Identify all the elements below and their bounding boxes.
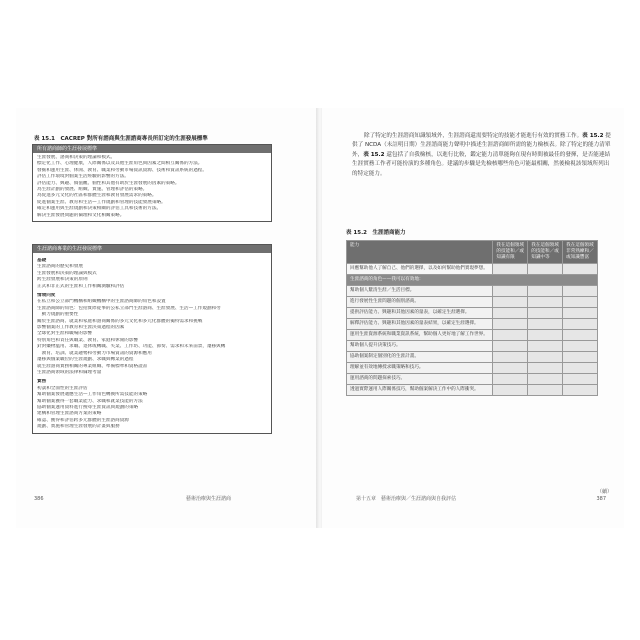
standard-line: 規劃、實施和管理生涯發展的計畫與服務 (37, 424, 120, 430)
standard-line: 為生涯計劃的發展、組織、實施、管理和評估的策略。 (37, 187, 148, 193)
rating-cell[interactable] (528, 330, 563, 341)
section-header: 生涯諮商專業的生涯發展標準 (33, 245, 271, 253)
table-row (347, 385, 598, 396)
body-paragraph (352, 132, 614, 179)
section-label: 生涯諮商的角色——我可以有效地： (347, 275, 598, 286)
standard-line: 幫助個案發展適應生活—工作角色轉換所需技能的策略 (37, 392, 148, 398)
standard-line: 關於生涯諮商、就業和家庭和諮商關係的多元文化和多元化群體的獨特需求和挑戰 (37, 318, 203, 324)
rating-cell[interactable] (493, 352, 528, 363)
standard-line: 生涯諮商領域的法律和倫理考量 (37, 369, 102, 375)
rating-cell[interactable] (563, 385, 598, 396)
standard-line: 生涯發展、諮商和決策的理論和模式。 (37, 155, 116, 160)
rating-cell[interactable] (563, 286, 598, 297)
rating-cell[interactable] (563, 319, 598, 330)
competency-label: 進行發展性生涯問題的個別諮商。 (347, 297, 493, 308)
table-ref: 表 15.2 (363, 151, 385, 158)
running-head-left: 藝術治療與生涯諮商 (186, 496, 232, 502)
standard-line: 針對藥物濫用、求職、退休或轉職、失業、工作坊、功能、節奏、需求和未來前景，遷移與轉 (37, 344, 226, 350)
rating-cell[interactable] (528, 374, 563, 385)
standard-line: 協助個案運用資料進行搜尋生涯資訊與規劃的策略 (37, 404, 139, 410)
col-header-competency: 能力 (347, 241, 493, 264)
competency-label: 運用諮商的問題探索技巧。 (347, 374, 493, 385)
right-page (322, 108, 624, 528)
standard-line: 在私立和公立部門機構和組織機構中的生涯諮商師的角色和設置 (37, 299, 166, 305)
standard-line: 標定化工作、心理健康，人際關係以及其他生涯角色與因素之間相互關係的方法。 (37, 161, 203, 167)
rating-cell[interactable] (528, 385, 563, 396)
continued-mark: （續） (596, 489, 612, 495)
standard-line: 解決生涯發展問題的倫理和文化相關策略。 (37, 212, 125, 218)
rating-cell[interactable] (528, 363, 563, 374)
rating-cell[interactable] (528, 286, 563, 297)
rating-cell[interactable] (528, 352, 563, 363)
standard-line: 生涯發展和決策的理論與模式 (37, 270, 97, 276)
standard-line: 幫助個案獲得一套職業能力、求職和就業技能的方法 (37, 398, 143, 404)
standard-line: 影響個案的工作教育和生涯決策過程的因素 (37, 325, 125, 331)
table-row (347, 319, 598, 330)
competency-label: 運用生涯資源系統和職業資訊系統，幫助個人更好地了解工作世界。 (347, 330, 493, 341)
competency-label: 幫助個人提升決策技巧。 (347, 341, 493, 352)
rating-cell[interactable] (563, 374, 598, 385)
rating-cell[interactable] (528, 297, 563, 308)
rating-cell[interactable] (528, 341, 563, 352)
rating-cell[interactable] (493, 363, 528, 374)
standard-line: 動力規劃的重要性 (37, 312, 79, 318)
book-spread (16, 108, 624, 528)
table-header-row (347, 241, 598, 264)
left-page (16, 108, 318, 528)
table-row (347, 308, 598, 319)
table-row (347, 352, 598, 363)
rating-cell[interactable] (493, 319, 528, 330)
table-row (347, 286, 598, 297)
table-row (347, 264, 598, 275)
running-head-right: 第十五章 藝術治療與／生涯諮商與自我評估 (356, 496, 457, 502)
cacrep-all-counselors-box (32, 144, 272, 222)
standard-line: 全球化對生涯和職場的影響 (37, 331, 93, 337)
table-row (347, 297, 598, 308)
section-body (33, 253, 271, 433)
rating-cell[interactable] (493, 286, 528, 297)
competency-label: 透過實際運用人際關係技巧，幫助個案解決工作中的人際衝突。 (347, 385, 493, 396)
standard-line: 建構和管理生涯諮商方案的策略 (37, 411, 102, 417)
col-header-moderate: 我在這個領域的技能和／或知識中等 (528, 241, 563, 264)
standard-line: 跨生涯發展和決策的原則 (37, 277, 88, 283)
standard-line: 為促進多元文化的社區和群體生涯和教育發展需求的策略。 (37, 193, 157, 199)
rating-cell[interactable] (493, 308, 528, 319)
table-ref: 表 15.2 (582, 133, 604, 139)
para-text: 還包括了自我檢核，以進行比較，鑑定能力清單能夠在現有時間被最佳的發揮，是否能連結生涯實務工作者可能扮演的多種角色。建議的步驟是先檢核哪些角色可能最相關，然後檢視該領域所列出的特定能力。 (352, 151, 611, 177)
rating-cell[interactable] (493, 341, 528, 352)
table-15-1-caption: 表 15.1 CACREP 對所有諮商與生涯諮商專長所訂定的生涯發展標準 (34, 136, 208, 142)
competency-label: 幫助個人釐清生涯／生活目標。 (347, 286, 493, 297)
rating-cell[interactable] (493, 330, 528, 341)
standard-line: 確定和運用與生涯規劃和決策相關的評估工具和技術的方法。 (37, 206, 162, 212)
rating-cell[interactable] (563, 352, 598, 363)
section-header: 所有諮商師的生涯發展標準 (33, 145, 271, 153)
group-title: 實務 (37, 379, 47, 385)
competency-label: 解釋評估能力、興趣和其他因素的量表結果，以確定生涯選擇。 (347, 319, 493, 330)
rating-cell[interactable] (493, 297, 528, 308)
rating-cell[interactable] (563, 308, 598, 319)
group-title: 情境向度 (37, 293, 56, 299)
para-text: 提供了 NCDA（未註明日期）生涯諮商能力聲明中描述生涯諮商師所需的能力檢核表。除了特定的能力清單外， (352, 133, 611, 158)
table-row (347, 374, 598, 385)
standard-line: 就生涯諮商實務相關的專業組織、準備標準和資格證書 (37, 363, 148, 369)
standard-line: 教育、培訓、就業趨勢和勞動力市場資訊的資源和應用 (37, 350, 152, 356)
table-row (347, 341, 598, 352)
standard-line: 生涯諮商的歷史和發展 (37, 264, 83, 270)
competency-label: 回應幫助他人了解自己、他們的選擇，以及如何幫助他們實現夢想。 (347, 264, 493, 275)
col-header-limited: 我在這個領域的技能和／或知識有限 (493, 241, 528, 264)
standard-line: 發掘和運用生涯、休閒、教育、職業和勞動市場資訊資源、技術和資訊系統的過程。 (37, 167, 207, 173)
standard-line: 初談和全面性的生涯評估 (37, 385, 88, 391)
section-body (33, 153, 271, 221)
competency-label: 協助個案制定個別化的生涯計畫。 (347, 352, 493, 363)
table-row (347, 330, 598, 341)
para-text: 除了特定的生涯諮商知識領域外，生涯諮商還需要特定的技能才能進行有效的實務工作。 (364, 133, 583, 139)
standard-line: 遷移與個案職位的生涯規劃、求職與轉業的過程 (37, 357, 134, 363)
rating-cell[interactable] (493, 385, 528, 396)
table-section-row (347, 275, 598, 286)
competency-table (346, 240, 598, 396)
rating-cell[interactable] (493, 264, 528, 275)
table-15-2-caption: 表 15.2 生涯諮商能力 (346, 230, 406, 236)
standard-line: 正式和非正式的生涯和工作相關測驗和評估 (37, 283, 125, 289)
rating-cell[interactable] (528, 319, 563, 330)
standard-line: 促進個案生涯、教育和生活—工作規劃和管理的技能發展策略。 (37, 199, 166, 205)
standard-line: 生涯諮商師的角色：包括實際從事的公私立部門生涯諮商、生涯發展、生活—工作規劃和勞 (37, 305, 221, 311)
cacrep-career-specialty-box (32, 244, 272, 434)
standard-line: 特別角色和責任與職業、教育、家庭和休閒的影響 (37, 337, 139, 343)
page-number-left: 386 (34, 496, 44, 502)
page-number-right: 387 (596, 496, 606, 502)
rating-cell[interactable] (493, 374, 528, 385)
rating-cell[interactable] (563, 363, 598, 374)
table-row (347, 363, 598, 374)
group-title: 基礎 (37, 258, 47, 263)
rating-cell[interactable] (563, 341, 598, 352)
standard-line: 評估工作環境對個案生活經驗的影響的方法。 (37, 174, 129, 180)
rating-cell[interactable] (528, 264, 563, 275)
standard-line: 評估能力、興趣、價值觀、個性和其他有助於生涯發展的因素的策略。 (37, 180, 180, 186)
rating-cell[interactable] (563, 264, 598, 275)
rating-cell[interactable] (563, 297, 598, 308)
standard-line: 確認、獲得和評估跨多元群體的生涯諮商資源 (37, 417, 129, 423)
col-header-proficient: 我在這個領域非常熟練和／或知識豐富 (563, 241, 598, 264)
rating-cell[interactable] (528, 308, 563, 319)
rating-cell[interactable] (563, 330, 598, 341)
competency-label: 提供評估能力、興趣和其他因素的量表，以確定生涯選擇。 (347, 308, 493, 319)
competency-label: 理解並有效地傳授求職策略和技巧。 (347, 363, 493, 374)
